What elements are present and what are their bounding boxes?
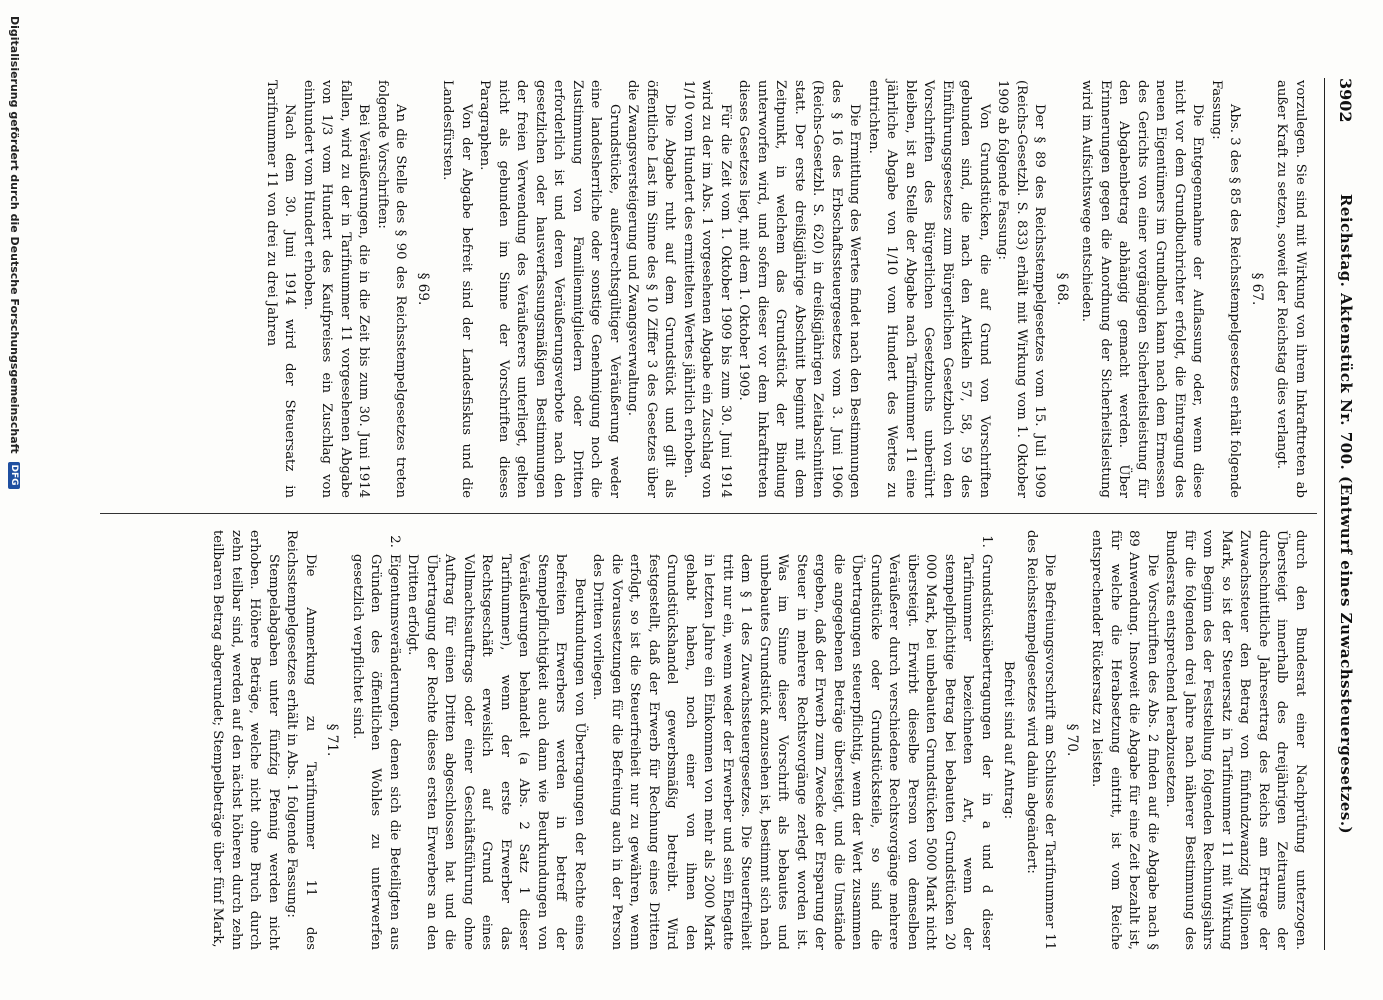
paragraph: Von Grundstücken, die auf Grund von Vorschriften gebunden sind, die nach den Artikeln 57, 58, 59 des Einführungsgesetzes zum Bürgerlichen Gesetzbuch von den Vorschriften des Bürgerlichen Gesetzbuchs unberührt bleiben, ist an Stelle der Abgabe nach Tarifnummer 11 eine jährliche Abgabe von 1/10 vom Hundert des Wertes zu entrichten. bbox=[866, 80, 992, 498]
exemption-list bbox=[348, 530, 996, 950]
paragraph: Abs. 3 des § 85 des Reichsstempelgesetzes erhält folgende Fassung: bbox=[1209, 80, 1243, 498]
left-column bbox=[262, 80, 1310, 498]
paragraph: Die Abgabe ruht auf dem Grundstück und gilt als öffentliche Last im Sinne des § 10 Ziffer 3 des Gesetzes über die Zwangsversteigerung und Zwangsverwaltung. bbox=[625, 80, 678, 498]
header-rule bbox=[1324, 78, 1325, 950]
paragraph: Für die Zeit vom 1. Oktober 1909 bis zum 30. Juni 1914 wird zu der im Abs. 1 vorgesehenen Abgabe ein Zuschlag von 1/10 vom Hundert des ermittelten Wertes jährlich erhoben. bbox=[681, 80, 733, 498]
paragraph: vorzulegen. Sie sind mit Wirkung von ihrem Inkrafttreten ab außer Kraft zu setzen, soweit der Reichstag dies verlangt. bbox=[1274, 80, 1308, 498]
page-header bbox=[1333, 78, 1355, 950]
paragraph: Die Anmerkung zu Tarifnummer 11 des Reichsstempelgesetzes erhält in Abs. 1 folgende Fassung: bbox=[284, 530, 318, 950]
section-heading-71: § 71. bbox=[324, 723, 341, 757]
paragraph: Grundstücke, außerrechtsgültiger Veräußerung weder eine landesherrliche oder sonstige Genehmigung noch die Zustimmung von Familienmitgliedern oder Dritten erforderlich ist und deren Veräußerungsverbote nach den gesetzlichen oder hausverfassungsmäßigen Bestimmungen der freien Verwendung des Veräußerers unterliegt, gelten nicht als gebunden im Sinne der Vorschriften dieses Paragraphen. bbox=[477, 80, 622, 498]
paragraph: Die Entgegennahme der Auflassung oder, wenn diese nicht vor dem Grundbuchrichter erfolgt, die Eintragung des neuen Eigentümers im Grundbuch kann nach dem Ermessen des Gerichts von einer vorgängigen Sicherheitsleistung für den Abgabenbetrag abhängig gemacht werden. Über Erinnerungen gegen die Anordnung der Sicherheitsleistung wird im Aufsichtswege entschieden. bbox=[1079, 80, 1206, 498]
dfg-logo-icon: DFG bbox=[8, 462, 20, 489]
paragraph: Bei Veräußerungen, die in die Zeit bis zum 30. Juni 1914 fallen, wird zu der in Tarifnummer 11 vorgesehenen Abgabe von 1/3 vom Hundert des Kaufpreises ein Zuschlag von einhundert vom Hundert erhoben. bbox=[301, 80, 372, 498]
list-item-text: Eigentumsveränderungen, denen sich die Beteiligten aus Gründen des öffentlichen Wohles zu unterwerfen gesetzlich verpflichtet sind. bbox=[350, 554, 402, 950]
paragraph: Von der Abgabe befreit sind der Landesfiskus und die Landesfürsten. bbox=[440, 80, 474, 498]
paragraph: Die Ermittlung des Wertes findet nach den Bestimmungen des § 16 des Erbschaftssteuergesetzes vom 3. Juni 1906 (Reichs-Gesetzbl. S. 620) in dreißigjährigen Zeitabschnitten statt. Der erste dreißigjährige Abschnitt beginnt mit dem Zeitpunkt, in welchem das Grundstück der Bindung unterworfen wird, und sofern dieser vor dem Inkrafttreten dieses Gesetzes liegt, mit dem 1. Oktober 1909. bbox=[736, 80, 863, 498]
paragraph: durch den Bundesrat einer Nachprüfung unterzogen. Übersteigt innerhalb des dreijährigen Zeitraums der durchschnittliche Jahresertrag des Reichs am Ertrage der Zuwachssteuer den Betrag von fünfundzwanzig Millionen Mark, so ist der Steuersatz in Tarifnummer 11 mit Wirkung vom Beginn des der Feststellung folgenden Rechnungsjahrs für die folgenden drei Jahre nach näherer Bestimmung des Bundesrats entsprechend herabzusetzen. bbox=[1163, 530, 1308, 950]
list-item-text: Grundstücksübertragungen der in a und d dieser Tarifnummer bezeichneten Art, wenn der stempelpflichtige Betrag bei bebauten Grundstücken 20 000 Mark, bei unbebauten Grundstücken 5000 Mark nicht übersteigt. Erwirbt dieselbe Person von demselben Veräußerer durch verschiedene Rechtsvorgänge mehrere Grundstücke oder Grundstücksteile, so sind die Übertragungen steuerpflichtig, wenn der Wert zusammen die angegebenen Beträge übersteigt, und die Umstände ergeben, daß der Erwerb zum Zwecke der Ersparung der Steuer in mehrere Rechtsvorgänge zerlegt worden ist. Was im Sinne dieser Vorschrift als bebautes und unbebautes Grundstück anzusehen ist, bestimmt sich nach dem § 1 des Zuwachssteuergesetzes. Die Steuerfreiheit tritt nur ein, wenn weder der Erwerber und sein Ehegatte in letzten Jahre ein Einkommen von mehr als 2000 Mark gehabt haben, noch einer von ihnen den Grundstückshandel gewerbsmäßig betreibt. Wird festgestellt, daß der Erwerb für Rechnung eines Dritten erfolgt, so ist die Steuerfreiheit nur zu gewähren, wenn die Voraussetzungen für die Befreiung auch in der Person des Dritten vorliegen. bbox=[590, 554, 994, 950]
subheading: Befreit sind auf Antrag: bbox=[1001, 660, 1017, 820]
list-item bbox=[348, 552, 404, 950]
paragraph: Beurkundungen von Übertragungen der Rechte eines befreiten Erwerbers werden in betreff der Stempelpflichtigkeit auch dann wie Beurkundungen von Veräußerungen behandelt (a Abs. 2 Satz 1 dieser Tarifnummer), wenn der erste Erwerber das Rechtsgeschäft erweislich auf Grund eines Vollmachtsauftrags oder einer Geschäftsführung ohne Auftrag für einen Dritten abgeschlossen hat und die Übertragung der Rechte dieses ersten Erwerbers an den Dritten erfolgt. bbox=[405, 554, 587, 950]
column-divider bbox=[100, 513, 1317, 514]
paragraph: Stempelabgaben unter fünfzig Pfennig werden nicht erhoben. Höhere Beträge, welche nicht ohne Bruch durch zehn teilbar sind, werden auf den nächst höheren durch zehn teilbaren Betrag abgerundet; Stempelbeträge über fünf Mark, bbox=[210, 530, 281, 950]
section-heading-68: § 68. bbox=[1054, 272, 1070, 306]
list-item bbox=[403, 552, 995, 950]
footer-text: Digitalisierung gefördert durch die Deutsche Forschungsgemeinschaft bbox=[8, 16, 21, 454]
running-title: Reichstag. Aktenstück Nr. 700. (Entwurf eines Zuwachssteuergesetzes.) bbox=[1337, 193, 1355, 835]
paragraph: Nach dem 30. Juni 1914 wird der Steuersatz in Tarifnummer 11 von drei zu drei Jahren bbox=[264, 80, 298, 498]
paragraph: Die Vorschriften des Abs. 2 finden auf die Abgabe nach § 89 Anwendung. Insoweit die Abgabe für eine Zeit bezahlt ist, für welche die Herabsetzung eintritt, ist vom Reiche entsprechender Rückersatz zu leisten. bbox=[1089, 530, 1160, 950]
section-heading-70: § 70. bbox=[1064, 723, 1080, 757]
section-heading-67: § 67. bbox=[1249, 272, 1265, 306]
digitization-footer bbox=[8, 16, 21, 489]
paragraph: Der § 89 des Reichsstempelgesetzes vom 15. Juli 1909 (Reichs-Gesetzbl. S. 833) erhält mit Wirkung vom 1. Oktober 1909 ab folgende Fassung: bbox=[995, 80, 1048, 498]
paragraph: An die Stelle des § 90 des Reichsstempelgesetzes treten folgende Vorschriften: bbox=[375, 80, 409, 498]
section-heading-69: § 69. bbox=[415, 272, 431, 306]
right-column bbox=[208, 530, 1309, 950]
page-number: 3902 bbox=[1336, 78, 1355, 123]
paragraph: Die Befreiungsvorschrift am Schlusse der Tarifnummer 11 des Reichsstempelgesetzes wird dahin abgeändert: bbox=[1024, 530, 1058, 950]
